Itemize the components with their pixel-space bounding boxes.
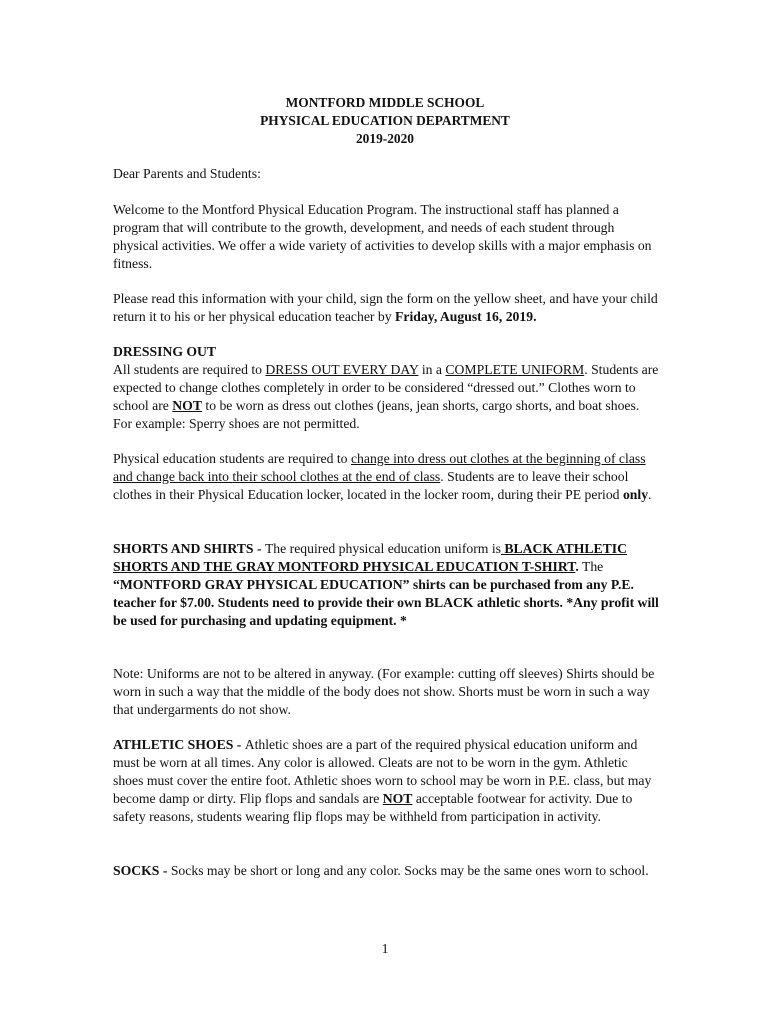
salutation: Dear Parents and Students: (113, 166, 261, 181)
change-clothes-paragraph (113, 450, 661, 504)
dressing-out-text: in a (418, 361, 446, 377)
athletic-shoes-heading: ATHLETIC SHOES - (113, 737, 245, 752)
uniform-period: . (575, 558, 579, 574)
change-clothes-text: . (648, 486, 652, 502)
dressing-out-heading: DRESSING OUT (113, 344, 217, 359)
socks-section (113, 862, 661, 880)
school-name: MONTFORD MIDDLE SCHOOL (285, 95, 485, 110)
department-name: PHYSICAL EDUCATION DEPARTMENT (260, 112, 510, 128)
page-number: 1 (381, 941, 389, 956)
return-deadline: Friday, August 16, 2019. (395, 308, 537, 324)
note-paragraph: Note: Uniforms are not to be altered in anyway. (For example: cutting off sleeves) Shirts should be worn in such a way that the middle of the body does not show. Shorts must be worn in such a way that undergarments do not show. (113, 666, 655, 717)
dressing-out-section (113, 343, 661, 433)
not-emphasis: NOT (172, 397, 202, 413)
socks-text: Socks may be short or long and any color. Socks may be the same ones worn to school. (170, 863, 649, 878)
athletic-shoes-text: acceptable footwear for activity. Due to safety reasons, students wearing flip flops may be withheld from participation in activity. (113, 790, 633, 824)
only-emphasis: only (622, 486, 649, 502)
not-emphasis: NOT (382, 790, 413, 806)
dressing-out-text: . Students are expected to change clothes completely in order to be considered “dressed out.” Clothes worn to school are (113, 361, 659, 413)
change-clothes-text: . Students are to leave their school clothes in their Physical Education locker, located in the locker room, during their PE period (113, 468, 629, 502)
welcome-paragraph: Welcome to the Montford Physical Education Program. The instructional staff has planned a program that will contribute to the growth, development, and needs of each student through physical activities. We offer a wide variety of activities to develop skills with a major emphasis on fitness. (113, 202, 652, 271)
instructions-paragraph (113, 290, 661, 326)
athletic-shoes-text: Athletic shoes are a part of the required physical education uniform and must be worn at all times. Any color is allowed. Cleats are not to be worn in the gym. Athletic shoes must cover the entire foot. Athletic shoes worn to school may be worn in P.E. class, but may become damp or dirty. Flip flops and sandals are (113, 737, 652, 806)
dressing-out-text: All students are required to (113, 361, 266, 377)
shorts-and-shirts-section (113, 540, 661, 630)
school-year: 2019-2020 (355, 130, 415, 146)
change-clothes-requirement: change into dress out clothes at the beginning of class and change back into their school clothes at the end of class (113, 451, 646, 484)
dressing-out-paragraph (113, 361, 661, 433)
instructions-text: Please read this information with your child, sign the form on the yellow sheet, and have your child return it to his or her physical education teacher by (113, 291, 658, 324)
required-uniform: BLACK ATHLETIC SHORTS AND THE GRAY MONTFORD PHYSICAL EDUCATION T-SHIRT (113, 541, 627, 574)
uniform-intro: The required physical education uniform is (264, 541, 501, 556)
change-clothes-text: Physical education students are required to (113, 451, 351, 466)
letter-header (0, 94, 770, 147)
athletic-shoes-section (113, 736, 661, 826)
dressing-out-text: to be worn as dress out clothes (jeans, jean shorts, cargo shorts, and boat shoes. For example: Sperry shoes are not permitted. (113, 397, 640, 431)
socks-heading: SOCKS - (113, 863, 171, 878)
shirt-purchase-info: “MONTFORD GRAY PHYSICAL EDUCATION” shirts can be purchased from any P.E. teacher for $7.00. Students need to provide their own BLACK athletic shorts. *Any profit will be used for purchasing and updating equipment. * (113, 576, 659, 628)
dress-out-every-day: DRESS OUT EVERY DAY (265, 361, 419, 377)
shirt-intro: The (578, 558, 604, 574)
shorts-and-shirts-heading: SHORTS AND SHIRTS - (113, 541, 265, 556)
complete-uniform: COMPLETE UNIFORM (445, 361, 585, 377)
